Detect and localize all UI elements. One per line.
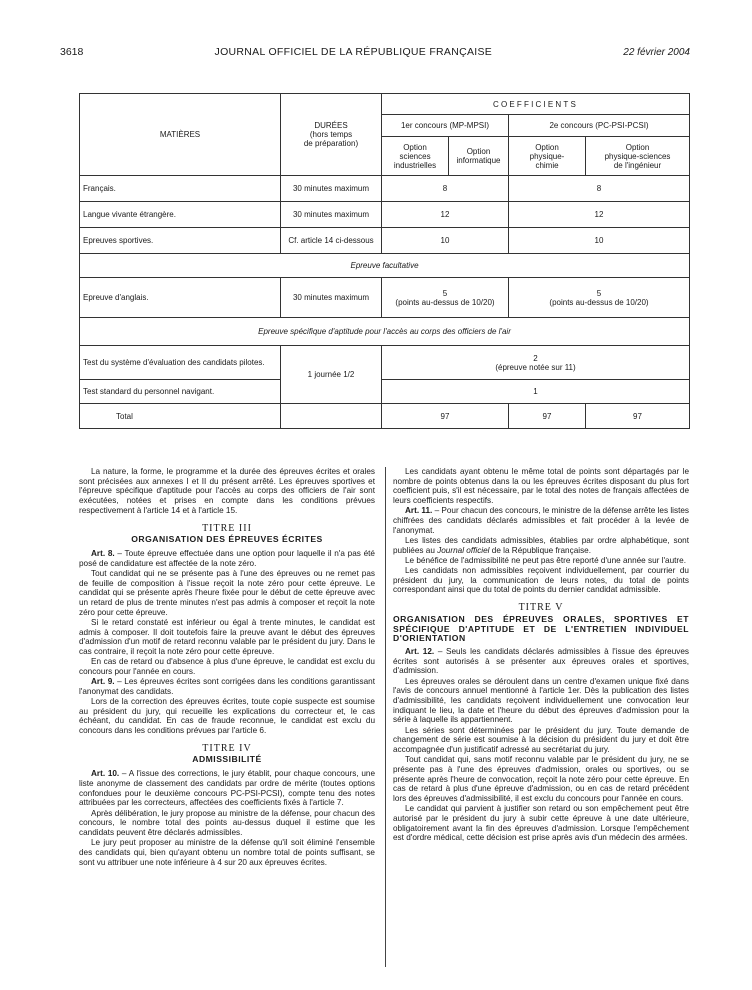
paragraph: Les épreuves orales se déroulent dans un centre d'examen unique fixé dans l'avis de concours annuel mentionné à l'article 1er. Dès la publication des listes d'admissibilité, les candidats reçoivent individuellement une convocation leur indiquant le lieu, la date et l'heure du début des épreuves d'admission pour la série à laquelle ils appartiennent. [393,676,689,725]
row-anglais-c1-value: 5 [442,288,448,298]
paragraph: En cas de retard ou d'absence à plus d'une épreuve, le candidat est exclu du concours pour l'année en cours. [79,657,375,676]
article-10 [79,769,375,808]
row-sport-c1: 10 [382,228,509,254]
article-11-text: – Pour chacun des concours, le ministre de la défense arrête les listes chiffrées des candidats déclarés admissibles et fait procéder à la levée de l'anonymat. [393,506,689,535]
header-coefficients: COEFFICIENTS [382,94,690,115]
row-langue-label: Langue vivante étrangère. [80,202,281,228]
paragraph: Lors de la correction des épreuves écrites, toute copie suspecte est soumise au président du jury, qui recueille les explications du correcteur et, le cas échéant, du candidat. En cas de fraude reconnue, le candidat est exclu du concours dans les conditions prévues par l'article 6. [79,696,375,736]
row-test-standard-coef: 1 [382,380,690,404]
article-9-text: – Les épreuves écrites sont corrigées dans les conditions garantissant l'anonymat des candidats. [79,677,375,696]
titre-iv: TITRE IV [202,742,252,754]
header-durees [281,94,382,176]
row-total-duree [281,404,382,429]
paragraph-part: de la République française. [489,545,592,555]
row-sport-c2: 10 [509,228,690,254]
titre-iv-subtitle: ADMISSIBILITÉ [192,754,262,765]
row-anglais-c1 [382,278,509,318]
paragraph: Les séries sont déterminées par le président du jury. Toute demande de changement de série est soumise à la décision du président du jury et doit être accompagnée d'un justificatif adressé au secrétariat du jury. [393,725,689,754]
header-concours1: 1er concours (MP-MPSI) [382,115,509,137]
table-row [80,176,690,202]
row-total-c4: 97 [586,404,690,429]
paragraph: Si le retard constaté est inférieur ou égal à trente minutes, le candidat est admis à composer. Il doit toutefois faire la preuve avant le début des épreuves d'admission d'un motif de retard reconnu valable par le président du jury. Dans le cas contraire, il reçoit la note zéro pour cette épreuve. [79,617,375,656]
header-option-physique-si [586,137,690,176]
row-test-pilotes-label: Test du système d'évaluation des candidats pilotes. [80,346,281,380]
row-test-standard-label: Test standard du personnel navigant. [80,380,281,404]
titre-iii: TITRE III [202,522,252,534]
opt3-line1: Option [535,142,559,152]
row-langue-c2: 12 [509,202,690,228]
paragraph: Les candidats ayant obtenu le même total de points sont départagés par le nombre de points obtenus dans la ou les épreuves écrites disposant du plus fort coefficient puis, s'il est nécessaire, par le total des notes de français affectées de leurs coefficients respectifs. [393,467,689,506]
row-test-pilotes-note: (épreuve notée sur 11) [495,362,576,372]
paragraph: Après délibération, le jury propose au ministre de la défense, pour chacun des concours, le nombre total des points au-dessus duquel il estime que les candidats peuvent être déclarés admissibles. [79,808,375,837]
article-8-text: – Toute épreuve effectuée dans une option pour laquelle il n'a pas été posé de candidature est affectée de la note zéro. [79,548,375,568]
opt3-line2: physique- [529,151,565,161]
titre-iii-subtitle: ORGANISATION DES ÉPREUVES ÉCRITES [131,534,323,545]
header-matieres: MATIÈRES [80,94,281,176]
row-anglais-c2 [509,278,690,318]
row-total-c3: 97 [509,404,586,429]
table-section-row [80,318,690,346]
article-10-text: – A l'issue des corrections, le jury établit, pour chaque concours, une liste anonyme de classement des candidats par ordre de mérite (toutes options confondues pour le deuxième concours PC-PSI-PCSI), compte tenu des notes attribuées par les correcteurs, affectées des coefficients fixés à l'article 7. [79,769,375,808]
table-row-total [80,404,690,429]
paragraph [393,536,689,555]
row-francais-c1: 8 [382,176,509,202]
opt1-line2: sciences [399,151,431,161]
left-column [79,467,375,967]
right-column [393,467,689,967]
header-option-sciences-industrielles [382,137,449,176]
row-test-pilotes-value: 2 [533,353,538,363]
opt4-line2: physique-sciences [604,151,671,161]
row-total-c1: 97 [382,404,509,429]
opt2-line1: Option [466,147,491,156]
row-test-duree: 1 journée 1/2 [281,346,382,404]
article-9 [79,677,375,696]
article-8-label: Art. 8. [91,548,115,558]
paragraph: Le bénéfice de l'admissibilité ne peut pas être reporté d'une année sur l'autre. [405,555,686,565]
article-10-label: Art. 10. [91,769,120,779]
paragraph: Tout candidat qui, sans motif reconnu valable par le président du jury, ne se présente pas à l'une des épreuves d'admission, orales ou sportives, ou se présente après l'heure de convocation, reçoit la note zéro pour cette épreuve. En cas de retard à plus d'une épreuve d'admission, ou en cas de retard précédent lors des épreuves d'admissibilité, il est exclu du concours pour l'année en cours. [393,755,689,803]
table-row [80,346,690,380]
header-option-informatique [449,137,509,176]
issue-date: 22 février 2004 [623,46,690,58]
paragraph: Le jury peut proposer au ministre de la défense qu'il soit éliminé l'ensemble des candidats qui, bien qu'ayant obtenu un nombre total de points suffisant, se sont vu attribuer une note inférieure à 4 sur 20 aux épreuves écrites. [79,838,375,867]
journal-officiel-ref: Journal officiel [437,545,490,555]
article-12-text: – Seuls les candidats déclarés admissibles à l'issue des épreuves écrites sont autorisés à se présenter aux épreuves orales et sportives, d'admission. [393,646,689,676]
header-option-physique-chimie [509,137,586,176]
opt1-line1: Option [403,142,427,152]
article-11-label: Art. 11. [405,506,433,516]
journal-title: JOURNAL OFFICIEL DE LA RÉPUBLIQUE FRANÇAISE [214,46,493,58]
table-row [80,228,690,254]
article-12 [393,647,689,676]
header-concours2: 2e concours (PC-PSI-PCSI) [509,115,690,137]
section-facultative: Epreuve facultative [80,254,690,278]
opt2-line2: informatique [456,156,501,165]
article-12-label: Art. 12. [405,646,435,656]
row-langue-c1: 12 [382,202,509,228]
row-test-pilotes-coef [382,346,690,380]
article-11 [393,506,689,535]
article-columns [79,467,689,967]
header-durees-line1: DURÉES [314,121,348,130]
titre-v-subtitle: ORGANISATION DES ÉPREUVES ORALES, SPORTIVES ET SPÉCIFIQUE D'APTITUDE ET DE L'ENTRETIEN INDIVIDUEL D'ORIENTATION [393,613,689,644]
row-sport-label: Epreuves sportives. [80,228,281,254]
opt1-line3: industrielles [393,160,437,170]
article-9-label: Art. 9. [91,677,115,687]
paragraph: Tout candidat qui ne se présente pas à l'une des épreuves ou ne remet pas de feuille de composition à l'issue reçoit la note zéro pour cette épreuve. Le candidat qui se présente après l'heure fixée pour le début de cette épreuve avec un retard de plus de trente minutes n'est pas admis à composer et reçoit la note zéro pour cette épreuve. [79,568,375,617]
row-total-label: Total [80,404,281,429]
row-langue-duree: 30 minutes maximum [281,202,382,228]
header-durees-line3: de préparation) [303,139,359,148]
opt3-line3: chimie [535,160,559,170]
opt4-line1: Option [625,142,650,152]
page-header [60,44,690,60]
row-francais-c2: 8 [509,176,690,202]
opt4-line3: de l'ingénieur [613,160,662,170]
row-anglais-c2-note: (points au-dessus de 10/20) [549,297,649,307]
row-francais-label: Français. [80,176,281,202]
row-francais-duree: 30 minutes maximum [281,176,382,202]
table-row [80,380,690,404]
article-8 [79,549,375,568]
table-section-row [80,254,690,278]
table-row [80,278,690,318]
titre-v: TITRE V [518,602,564,614]
table-row [80,202,690,228]
paragraph: La nature, la forme, le programme et la durée des épreuves écrites et orales sont précisées aux annexes I et II du présent arrêté. Les épreuves sportives et l'épreuve spécifique d'aptitude pour l'accès au corps des officiers de l'air sont exécutées, notées et prises en compte dans les conditions prévues respectivement à l'article 14 et à l'article 15. [79,467,375,515]
paragraph: Le candidat qui parvient à justifier son retard ou son empêchement peut être autorisé par le président du jury à subir cette épreuve à une date ultérieure, obligatoirement avant la fin des épreuves d'admission. Lorsque l'empêchement est d'ordre médical, cette décision est prise après avis d'un médecin des armées. [393,804,689,843]
row-anglais-label: Epreuve d'anglais. [80,278,281,318]
paragraph-part: Les listes des candidats admissibles, établies par ordre alphabétique, sont publiées au [393,535,689,555]
header-durees-line2: (hors temps [309,130,353,139]
row-anglais-c1-note: (points au-dessus de 10/20) [395,297,495,307]
row-anglais-duree: 30 minutes maximum [281,278,382,318]
page-number: 3618 [60,46,84,58]
row-sport-duree: Cf. article 14 ci-dessous [281,228,382,254]
row-anglais-c2-value: 5 [596,288,602,298]
paragraph: Les candidats non admissibles reçoivent individuellement, par courrier du président du jury, la communication de leurs notes, du total de points correspondant ainsi que du total de points du dernier candidat admissible. [393,566,689,595]
section-aptitude: Epreuve spécifique d'aptitude pour l'accès au corps des officiers de l'air [80,318,690,346]
coefficients-table [79,93,690,429]
